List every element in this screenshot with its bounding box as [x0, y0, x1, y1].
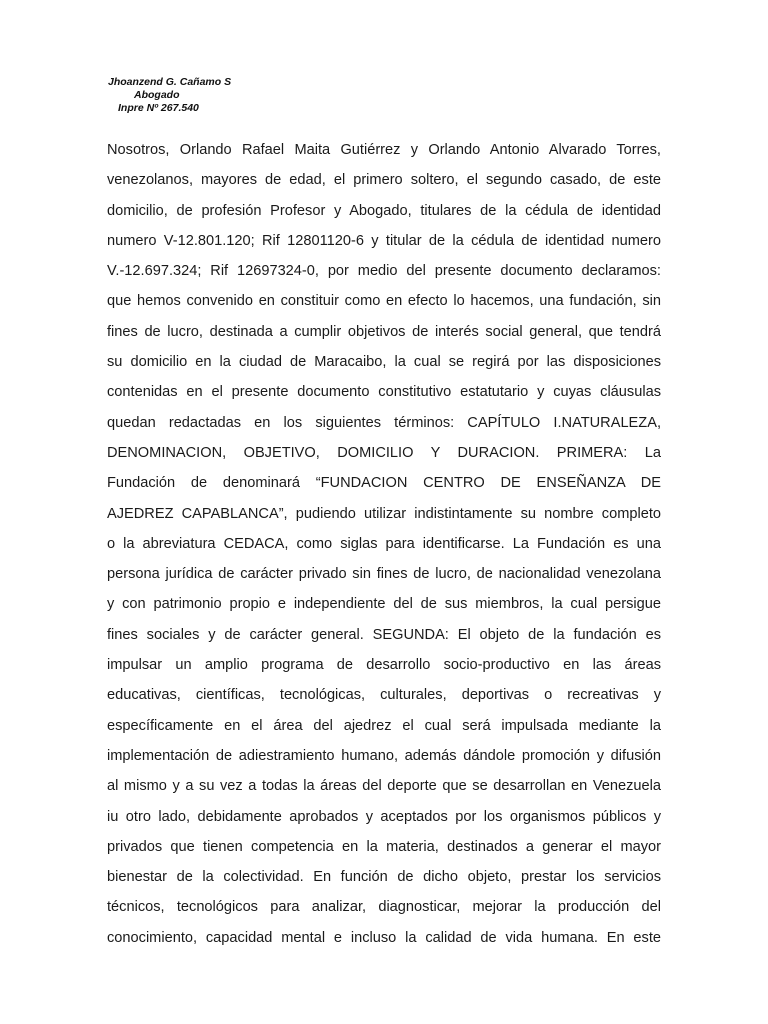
body-line: numero V-12.801.120; Rif 12801120-6 y titular de la cédula de identidad numero: [107, 232, 661, 249]
body-line: específicamente en el área del ajedrez el cual será impulsada mediante la: [107, 717, 661, 734]
body-line: conocimiento, capacidad mental e incluso la calidad de vida humana. En este: [107, 929, 661, 946]
letterhead: [108, 76, 231, 115]
body-line: que hemos convenido en constituir como en efecto lo hacemos, una fundación, sin: [107, 293, 661, 310]
lawyer-title: Abogado: [134, 89, 180, 101]
body-line: o la abreviatura CEDACA, como siglas para identificarse. La Fundación es una: [107, 535, 661, 552]
body-line: contenidas en el presente documento constitutivo estatutario y cuyas cláusulas: [107, 384, 661, 401]
body-line: Nosotros, Orlando Rafael Maita Gutiérrez y Orlando Antonio Alvarado Torres,: [107, 142, 661, 158]
lawyer-name: Jhoanzend G. Cañamo S: [108, 76, 232, 88]
body-line: venezolanos, mayores de edad, el primero soltero, el segundo casado, de este: [107, 172, 661, 189]
body-line: fines sociales y de carácter general. SEGUNDA: El objeto de la fundación es: [107, 626, 661, 643]
body-line: fines de lucro, destinada a cumplir objetivos de interés social general, que tendrá: [107, 323, 661, 340]
body-line: AJEDREZ CAPABLANCA”, pudiendo utilizar indistintamente su nombre completo: [107, 505, 661, 522]
body-line: persona jurídica de carácter privado sin fines de lucro, de nacionalidad venezolana: [107, 566, 661, 583]
body-line: V.-12.697.324; Rif 12697324-0, por medio del presente documento declaramos:: [107, 263, 661, 280]
body-line: al mismo y a su vez a todas la áreas del deporte que se desarrollan en Venezuela: [107, 778, 661, 795]
body-line: técnicos, tecnológicos para analizar, diagnosticar, mejorar la producción del: [107, 899, 661, 916]
body-line: Fundación de denominará “FUNDACION CENTRO DE ENSEÑANZA DE: [107, 475, 661, 492]
body-line: educativas, científicas, tecnológicas, culturales, deportivas o recreativas y: [107, 687, 661, 704]
lawyer-registration: Inpre Nº 267.540: [118, 102, 199, 114]
body-line: impulsar un amplio programa de desarrollo socio-productivo en las áreas: [107, 657, 661, 674]
body-line: domicilio, de profesión Profesor y Abogado, titulares de la cédula de identidad: [107, 202, 661, 219]
body-line: bienestar de la colectividad. En función de dicho objeto, prestar los servicios: [107, 869, 661, 886]
body-line: DENOMINACION, OBJETIVO, DOMICILIO Y DURACION. PRIMERA: La: [107, 444, 661, 461]
body-line: quedan redactadas en los siguientes términos: CAPÍTULO I.NATURALEZA,: [107, 414, 661, 431]
body-line: privados que tienen competencia en la materia, destinados a generar el mayor: [107, 838, 661, 855]
body-line: y con patrimonio propio e independiente del de sus miembros, la cual persigue: [107, 596, 661, 613]
body-line: implementación de adiestramiento humano, además dándole promoción y difusión: [107, 747, 661, 764]
body-line: su domicilio en la ciudad de Maracaibo, la cual se regirá por las disposiciones: [107, 354, 661, 371]
body-line: iu otro lado, debidamente aprobados y aceptados por los organismos públicos y: [107, 808, 661, 825]
document-body: [107, 140, 661, 958]
